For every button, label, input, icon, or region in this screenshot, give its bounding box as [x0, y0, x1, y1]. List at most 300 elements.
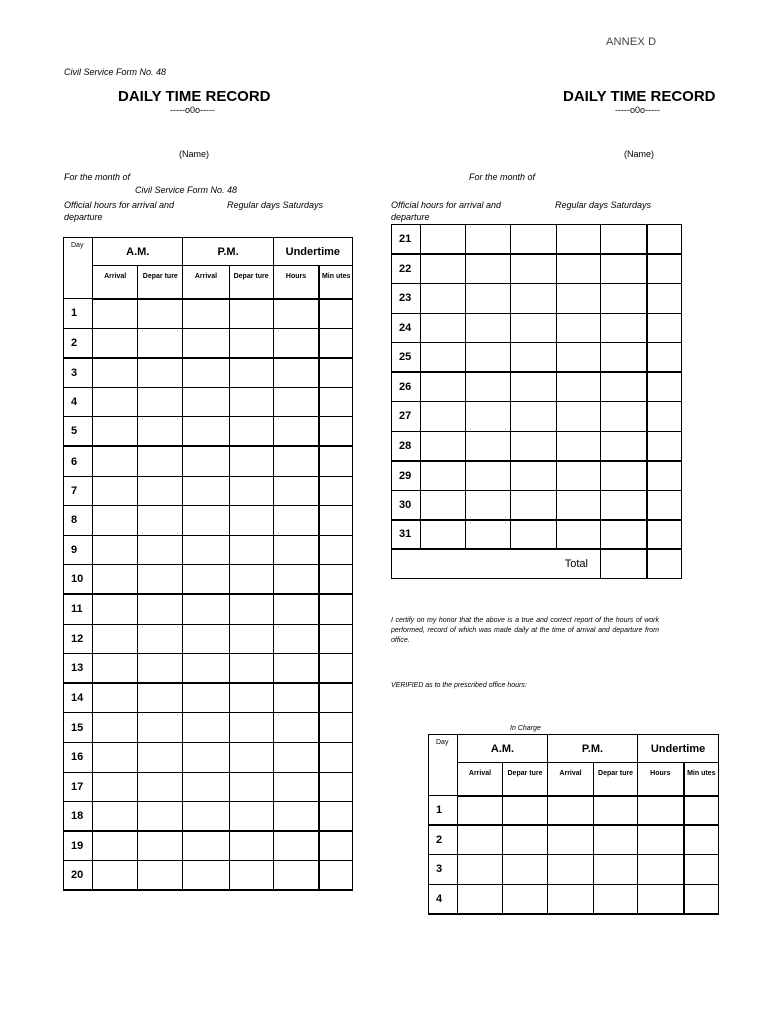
am-departure-cell[interactable]	[503, 884, 548, 914]
minutes-header: Min utes	[319, 266, 352, 299]
day-number: 2	[429, 825, 458, 855]
minutes-cell[interactable]	[647, 313, 682, 343]
pm-departure-cell[interactable]	[557, 343, 601, 373]
am-arrival-cell[interactable]	[458, 884, 503, 914]
hours-cell[interactable]	[638, 796, 684, 826]
am-arrival-cell[interactable]	[93, 506, 138, 536]
day-number: 4	[64, 387, 93, 417]
pm-arrival-cell[interactable]	[548, 884, 594, 914]
pm-arrival-cell[interactable]	[183, 299, 229, 329]
table-row	[64, 565, 353, 595]
month-label-right: For the month of	[469, 172, 536, 182]
am-arrival-cell[interactable]	[421, 254, 466, 284]
page-title-right: DAILY TIME RECORD	[563, 88, 716, 105]
am-departure-cell[interactable]	[138, 535, 183, 565]
hours-cell[interactable]	[273, 506, 319, 536]
separator-left: -----o0o-----	[170, 105, 215, 115]
hours-cell[interactable]	[273, 565, 319, 595]
pm-departure-cell[interactable]	[229, 565, 273, 595]
day-number: 28	[392, 431, 421, 461]
table-row	[392, 343, 682, 373]
am-arrival-cell[interactable]	[421, 343, 466, 373]
am-departure-cell[interactable]	[138, 328, 183, 358]
minutes-cell[interactable]	[319, 535, 352, 565]
day-number: 25	[392, 343, 421, 373]
pm-departure-cell[interactable]	[229, 683, 273, 713]
pm-departure-cell[interactable]	[594, 796, 638, 826]
pm-arrival-cell[interactable]	[183, 713, 229, 743]
form-number: Civil Service Form No. 48	[64, 67, 167, 77]
hours-cell[interactable]	[273, 802, 319, 832]
day-number: 3	[64, 358, 93, 388]
pm-arrival-cell[interactable]	[183, 565, 229, 595]
pm-departure-cell[interactable]	[229, 446, 273, 476]
hours-cell[interactable]	[601, 313, 647, 343]
minutes-cell[interactable]	[647, 461, 682, 491]
hours-cell[interactable]	[273, 861, 319, 891]
day-number: 1	[64, 299, 93, 329]
table-row	[64, 831, 353, 861]
hours-cell[interactable]	[273, 535, 319, 565]
minutes-cell[interactable]	[319, 772, 352, 802]
minutes-cell[interactable]	[319, 358, 352, 388]
day-number: 13	[64, 654, 93, 684]
table-row	[429, 884, 719, 914]
total-row	[392, 549, 682, 578]
am-departure-cell[interactable]	[138, 358, 183, 388]
minutes-cell[interactable]	[647, 372, 682, 402]
table-row	[64, 624, 353, 654]
hours-cell[interactable]	[601, 284, 647, 314]
day-number: 16	[64, 742, 93, 772]
hours-header: Hours	[273, 266, 319, 299]
am-arrival-cell[interactable]	[93, 802, 138, 832]
minutes-cell[interactable]	[319, 506, 352, 536]
day-number: 4	[429, 884, 458, 914]
day-number: 2	[64, 328, 93, 358]
pm-departure-cell[interactable]	[229, 535, 273, 565]
verified-text: VERIFIED as to the prescribed office hours:	[391, 682, 527, 689]
hours-cell[interactable]	[273, 624, 319, 654]
pm-departure-cell[interactable]	[229, 417, 273, 447]
pm-arrival-cell[interactable]	[183, 535, 229, 565]
day-number: 30	[392, 490, 421, 520]
pm-departure-cell[interactable]	[594, 825, 638, 855]
am-departure-cell[interactable]	[138, 772, 183, 802]
am-departure-cell[interactable]	[503, 796, 548, 826]
am-departure-cell[interactable]	[466, 343, 511, 373]
minutes-cell[interactable]	[647, 431, 682, 461]
minutes-cell[interactable]	[647, 284, 682, 314]
am-arrival-header: Arrival	[93, 266, 138, 299]
table-row	[392, 490, 682, 520]
am-departure-cell[interactable]	[138, 624, 183, 654]
am-arrival-cell[interactable]	[421, 490, 466, 520]
am-departure-cell[interactable]	[466, 431, 511, 461]
month-label-left: For the month of	[64, 172, 131, 182]
hours-cell[interactable]	[273, 417, 319, 447]
am-arrival-cell[interactable]	[93, 535, 138, 565]
pm-departure-cell[interactable]	[557, 284, 601, 314]
pm-arrival-cell[interactable]	[183, 328, 229, 358]
pm-arrival-cell[interactable]	[183, 742, 229, 772]
pm-departure-cell[interactable]	[229, 713, 273, 743]
table-row	[64, 506, 353, 536]
pm-departure-cell[interactable]	[229, 624, 273, 654]
minutes-cell[interactable]	[319, 742, 352, 772]
hours-header: Hours	[638, 763, 684, 796]
hours-cell[interactable]	[601, 520, 647, 550]
am-arrival-cell[interactable]	[93, 624, 138, 654]
total-hours-cell[interactable]	[601, 549, 647, 578]
pm-departure-cell[interactable]	[229, 594, 273, 624]
minutes-cell[interactable]	[319, 713, 352, 743]
pm-arrival-cell[interactable]	[548, 796, 594, 826]
am-arrival-cell[interactable]	[421, 431, 466, 461]
pm-departure-cell[interactable]	[229, 831, 273, 861]
am-header: A.M.	[93, 238, 183, 266]
am-arrival-cell[interactable]	[458, 825, 503, 855]
pm-departure-cell[interactable]	[229, 654, 273, 684]
table-row	[392, 431, 682, 461]
pm-arrival-cell[interactable]	[183, 861, 229, 891]
am-departure-cell[interactable]	[466, 313, 511, 343]
table-row	[429, 796, 719, 826]
hours-cell[interactable]	[273, 772, 319, 802]
pm-arrival-cell[interactable]	[511, 343, 557, 373]
hours-cell[interactable]	[601, 343, 647, 373]
pm-departure-cell[interactable]	[557, 461, 601, 491]
table-row	[64, 594, 353, 624]
pm-header: P.M.	[183, 238, 273, 266]
hours-cell[interactable]	[273, 358, 319, 388]
pm-arrival-cell[interactable]	[548, 855, 594, 885]
dtr-table-left	[63, 237, 353, 891]
hours-cell[interactable]	[273, 328, 319, 358]
pm-arrival-header: Arrival	[183, 266, 229, 299]
day-number: 8	[64, 506, 93, 536]
am-arrival-cell[interactable]	[93, 861, 138, 891]
pm-arrival-cell[interactable]	[511, 520, 557, 550]
total-minutes-cell[interactable]	[647, 549, 682, 578]
minutes-cell[interactable]	[319, 565, 352, 595]
minutes-header: Min utes	[684, 763, 719, 796]
am-departure-header: Depar ture	[503, 763, 548, 796]
pm-departure-header: Depar ture	[229, 266, 273, 299]
am-arrival-cell[interactable]	[421, 520, 466, 550]
am-arrival-cell[interactable]	[93, 358, 138, 388]
pm-arrival-cell[interactable]	[511, 313, 557, 343]
minutes-cell[interactable]	[647, 520, 682, 550]
pm-departure-cell[interactable]	[557, 431, 601, 461]
am-arrival-cell[interactable]	[93, 387, 138, 417]
pm-arrival-cell[interactable]	[183, 417, 229, 447]
pm-arrival-cell[interactable]	[183, 802, 229, 832]
minutes-cell[interactable]	[647, 343, 682, 373]
undertime-header: Undertime	[638, 735, 719, 763]
am-arrival-cell[interactable]	[421, 461, 466, 491]
table-row	[392, 313, 682, 343]
pm-arrival-cell[interactable]	[183, 476, 229, 506]
day-number: 11	[64, 594, 93, 624]
am-arrival-cell[interactable]	[421, 402, 466, 432]
am-departure-cell[interactable]	[138, 446, 183, 476]
am-departure-cell[interactable]	[138, 654, 183, 684]
pm-arrival-cell[interactable]	[511, 284, 557, 314]
table-row	[392, 461, 682, 491]
am-arrival-cell[interactable]	[93, 742, 138, 772]
pm-departure-cell[interactable]	[594, 884, 638, 914]
am-arrival-cell[interactable]	[93, 654, 138, 684]
am-arrival-cell[interactable]	[421, 313, 466, 343]
table-row	[392, 372, 682, 402]
pm-departure-cell[interactable]	[557, 225, 601, 255]
pm-departure-cell[interactable]	[229, 861, 273, 891]
am-departure-cell[interactable]	[138, 299, 183, 329]
hours-cell[interactable]	[601, 372, 647, 402]
pm-arrival-cell[interactable]	[183, 683, 229, 713]
am-departure-cell[interactable]	[138, 831, 183, 861]
regular-days-right: Regular days Saturdays	[555, 200, 652, 210]
pm-departure-cell[interactable]	[229, 742, 273, 772]
hours-cell[interactable]	[273, 299, 319, 329]
am-arrival-cell[interactable]	[93, 772, 138, 802]
hours-cell[interactable]	[601, 254, 647, 284]
am-departure-cell[interactable]	[503, 855, 548, 885]
am-departure-cell[interactable]	[466, 254, 511, 284]
pm-arrival-cell[interactable]	[511, 372, 557, 402]
hours-cell[interactable]	[638, 855, 684, 885]
minutes-cell[interactable]	[319, 446, 352, 476]
am-arrival-cell[interactable]	[93, 446, 138, 476]
official-hours-right: Official hours for arrival and departure	[391, 200, 502, 222]
day-number: 27	[392, 402, 421, 432]
hours-cell[interactable]	[601, 461, 647, 491]
pm-departure-cell[interactable]	[594, 855, 638, 885]
pm-arrival-header: Arrival	[548, 763, 594, 796]
am-departure-cell[interactable]	[466, 225, 511, 255]
minutes-cell[interactable]	[319, 624, 352, 654]
minutes-cell[interactable]	[319, 683, 352, 713]
name-label-left: (Name)	[179, 149, 210, 159]
separator-right: -----o0o-----	[615, 105, 660, 115]
day-number: 15	[64, 713, 93, 743]
am-arrival-cell[interactable]	[458, 855, 503, 885]
pm-arrival-cell[interactable]	[548, 825, 594, 855]
am-departure-cell[interactable]	[138, 742, 183, 772]
minutes-cell[interactable]	[647, 225, 682, 255]
am-departure-cell[interactable]	[466, 490, 511, 520]
pm-arrival-cell[interactable]	[511, 461, 557, 491]
am-departure-cell[interactable]	[138, 476, 183, 506]
table-row	[64, 299, 353, 329]
pm-departure-cell[interactable]	[557, 254, 601, 284]
am-arrival-cell[interactable]	[421, 284, 466, 314]
am-departure-cell[interactable]	[466, 402, 511, 432]
pm-departure-cell[interactable]	[557, 372, 601, 402]
name-label-right: (Name)	[624, 149, 655, 159]
day-number: 12	[64, 624, 93, 654]
am-arrival-cell[interactable]	[421, 225, 466, 255]
pm-arrival-cell[interactable]	[183, 358, 229, 388]
pm-arrival-cell[interactable]	[183, 387, 229, 417]
hours-cell[interactable]	[273, 387, 319, 417]
total-label: Total	[392, 549, 601, 578]
am-header: A.M.	[458, 735, 548, 763]
pm-departure-cell[interactable]	[557, 520, 601, 550]
minutes-cell[interactable]	[319, 299, 352, 329]
am-arrival-cell[interactable]	[93, 831, 138, 861]
pm-departure-cell[interactable]	[229, 358, 273, 388]
minutes-cell[interactable]	[319, 328, 352, 358]
day-number: 9	[64, 535, 93, 565]
minutes-cell[interactable]	[319, 802, 352, 832]
minutes-cell[interactable]	[319, 417, 352, 447]
am-arrival-cell[interactable]	[458, 796, 503, 826]
hours-cell[interactable]	[601, 490, 647, 520]
pm-arrival-cell[interactable]	[183, 772, 229, 802]
pm-arrival-cell[interactable]	[183, 506, 229, 536]
am-departure-cell[interactable]	[138, 417, 183, 447]
pm-departure-cell[interactable]	[229, 506, 273, 536]
day-number: 19	[64, 831, 93, 861]
day-number: 6	[64, 446, 93, 476]
pm-departure-cell[interactable]	[557, 490, 601, 520]
am-departure-cell[interactable]	[503, 825, 548, 855]
pm-departure-cell[interactable]	[229, 476, 273, 506]
day-number: 17	[64, 772, 93, 802]
am-departure-cell[interactable]	[466, 284, 511, 314]
pm-arrival-cell[interactable]	[183, 446, 229, 476]
table-row	[64, 713, 353, 743]
am-departure-header: Depar ture	[138, 266, 183, 299]
day-number: 31	[392, 520, 421, 550]
pm-arrival-cell[interactable]	[511, 431, 557, 461]
table-row	[392, 520, 682, 550]
pm-header: P.M.	[548, 735, 638, 763]
day-number: 3	[429, 855, 458, 885]
table-row	[64, 476, 353, 506]
minutes-cell[interactable]	[319, 594, 352, 624]
hours-cell[interactable]	[601, 402, 647, 432]
hours-cell[interactable]	[273, 594, 319, 624]
minutes-cell[interactable]	[684, 825, 719, 855]
day-number: 24	[392, 313, 421, 343]
table-row	[64, 772, 353, 802]
am-arrival-cell[interactable]	[93, 594, 138, 624]
annex-label: ANNEX D	[606, 36, 657, 48]
minutes-cell[interactable]	[684, 884, 719, 914]
am-departure-cell[interactable]	[466, 520, 511, 550]
minutes-cell[interactable]	[319, 654, 352, 684]
undertime-header: Undertime	[273, 238, 352, 266]
pm-arrival-cell[interactable]	[511, 225, 557, 255]
minutes-cell[interactable]	[684, 796, 719, 826]
am-departure-cell[interactable]	[138, 506, 183, 536]
pm-departure-header: Depar ture	[594, 763, 638, 796]
hours-cell[interactable]	[273, 654, 319, 684]
am-arrival-cell[interactable]	[93, 476, 138, 506]
in-charge-label: In Charge	[510, 725, 541, 732]
page-title-left: DAILY TIME RECORD	[118, 88, 271, 105]
am-arrival-cell[interactable]	[93, 328, 138, 358]
am-arrival-cell[interactable]	[93, 713, 138, 743]
am-departure-cell[interactable]	[466, 461, 511, 491]
am-arrival-header: Arrival	[458, 763, 503, 796]
am-departure-cell[interactable]	[138, 802, 183, 832]
pm-arrival-cell[interactable]	[511, 490, 557, 520]
hours-cell[interactable]	[273, 683, 319, 713]
minutes-cell[interactable]	[319, 476, 352, 506]
dtr-table-right	[391, 224, 682, 579]
pm-departure-cell[interactable]	[229, 772, 273, 802]
pm-departure-cell[interactable]	[229, 387, 273, 417]
minutes-cell[interactable]	[684, 855, 719, 885]
hours-cell[interactable]	[273, 831, 319, 861]
am-departure-cell[interactable]	[138, 683, 183, 713]
am-arrival-cell[interactable]	[421, 372, 466, 402]
minutes-cell[interactable]	[647, 490, 682, 520]
pm-arrival-cell[interactable]	[183, 654, 229, 684]
pm-arrival-cell[interactable]	[183, 624, 229, 654]
hours-cell[interactable]	[601, 431, 647, 461]
pm-arrival-cell[interactable]	[183, 594, 229, 624]
day-number: 5	[64, 417, 93, 447]
pm-arrival-cell[interactable]	[511, 402, 557, 432]
pm-departure-cell[interactable]	[229, 299, 273, 329]
hours-cell[interactable]	[638, 884, 684, 914]
day-header: Day	[429, 735, 458, 796]
am-arrival-cell[interactable]	[93, 565, 138, 595]
am-arrival-cell[interactable]	[93, 299, 138, 329]
pm-arrival-cell[interactable]	[511, 254, 557, 284]
pm-departure-cell[interactable]	[557, 313, 601, 343]
hours-cell[interactable]	[273, 713, 319, 743]
am-arrival-cell[interactable]	[93, 683, 138, 713]
hours-cell[interactable]	[273, 476, 319, 506]
pm-arrival-cell[interactable]	[183, 831, 229, 861]
pm-departure-cell[interactable]	[229, 328, 273, 358]
table-row	[392, 225, 682, 255]
am-arrival-cell[interactable]	[93, 417, 138, 447]
minutes-cell[interactable]	[647, 402, 682, 432]
day-number: 14	[64, 683, 93, 713]
day-number: 1	[429, 796, 458, 826]
day-number: 21	[392, 225, 421, 255]
pm-departure-cell[interactable]	[229, 802, 273, 832]
am-departure-cell[interactable]	[138, 713, 183, 743]
minutes-cell[interactable]	[319, 861, 352, 891]
am-departure-cell[interactable]	[138, 594, 183, 624]
table-row	[392, 254, 682, 284]
minutes-cell[interactable]	[319, 387, 352, 417]
hours-cell[interactable]	[273, 446, 319, 476]
minutes-cell[interactable]	[319, 831, 352, 861]
day-number: 10	[64, 565, 93, 595]
pm-departure-cell[interactable]	[557, 402, 601, 432]
am-departure-cell[interactable]	[466, 372, 511, 402]
day-number: 20	[64, 861, 93, 891]
minutes-cell[interactable]	[647, 254, 682, 284]
day-number: 23	[392, 284, 421, 314]
certification-text: I certify on my honor that the above is a true and correct report of the hours of work performed, record of which was made daily at the time of arrival and departure from office.	[391, 617, 659, 644]
am-departure-cell[interactable]	[138, 387, 183, 417]
hours-cell[interactable]	[273, 742, 319, 772]
am-departure-cell[interactable]	[138, 861, 183, 891]
hours-cell[interactable]	[601, 225, 647, 255]
am-departure-cell[interactable]	[138, 565, 183, 595]
hours-cell[interactable]	[638, 825, 684, 855]
